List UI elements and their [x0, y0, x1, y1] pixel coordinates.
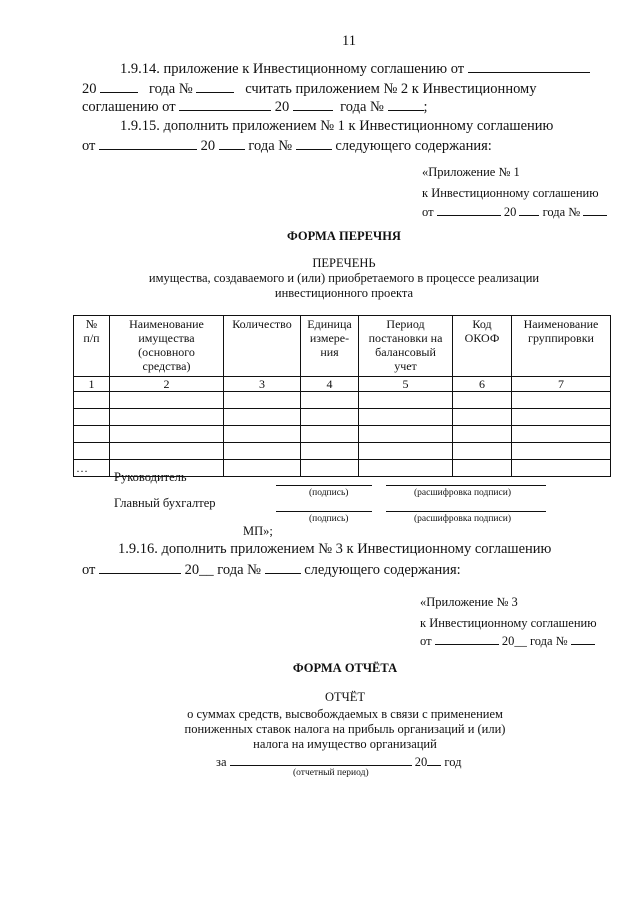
- year-number-label: года №: [217, 562, 261, 578]
- item-1914-line3-text: соглашению от: [82, 99, 176, 115]
- form-report-heading: ФОРМА ОТЧЁТА: [292, 661, 398, 675]
- blank-line: [230, 753, 412, 766]
- semicolon: ;: [423, 99, 428, 115]
- column-number: 6: [453, 377, 512, 392]
- item-1916-line2-text: следующего содержания:: [304, 562, 461, 578]
- item-1916-line1: 1.9.16. дополнить приложением № 3 к Инвестиционному соглашению: [118, 541, 552, 557]
- header-line: Единица: [307, 317, 352, 331]
- signature-decode-line: [386, 511, 546, 512]
- from-label: от: [82, 138, 96, 154]
- year-number-label: года №: [529, 634, 568, 648]
- appendix-1-to: к Инвестиционному соглашению: [422, 186, 599, 200]
- blank-line: [468, 60, 590, 73]
- header-line: средства): [142, 359, 191, 373]
- ellipsis-marker: …: [74, 460, 110, 477]
- header-line: балансовый: [375, 345, 436, 359]
- blank-line: [265, 561, 301, 574]
- header-quantity: [224, 316, 301, 377]
- blank-line: [99, 137, 197, 150]
- year-prefix: 20: [503, 205, 517, 219]
- head-label: Руководитель: [114, 470, 187, 484]
- item-1914-line2-text: считать приложением № 2 к Инвестиционному: [245, 81, 537, 97]
- item-1914-line1: 1.9.14. приложение к Инвестиционному соглашению от: [120, 61, 465, 77]
- header-line: группировки: [528, 331, 594, 345]
- decode-caption: (расшифровка подписи): [414, 488, 511, 498]
- year-number-label: года №: [340, 99, 384, 115]
- from-label: от: [420, 634, 432, 648]
- signature-line: [276, 511, 372, 512]
- year-prefix: 20: [274, 99, 290, 115]
- form-list-title: ПЕРЕЧЕНЬ: [312, 256, 376, 270]
- header-period: [359, 316, 453, 377]
- blank-line: [196, 80, 234, 93]
- blank-line: [179, 98, 271, 111]
- form-report-subtitle: о суммах средств, высвобождаемых в связи с применением: [187, 707, 503, 721]
- stamp-label: МП»;: [243, 524, 273, 538]
- from-label: от: [82, 562, 96, 578]
- blank-line: [427, 753, 441, 766]
- year-prefix: 20__: [184, 562, 214, 578]
- signature-decode-line: [386, 485, 546, 486]
- table-number-row: [74, 377, 611, 392]
- header-line: измере-: [309, 331, 350, 345]
- header-line: Код: [472, 317, 492, 331]
- header-grouping: [512, 316, 611, 377]
- blank-line: [293, 98, 333, 111]
- blank-line: [571, 632, 595, 645]
- column-number: 5: [359, 377, 453, 392]
- property-list-table: [73, 315, 611, 477]
- header-line: имущества: [138, 331, 195, 345]
- item-1915-line2-text: следующего содержания:: [335, 138, 492, 154]
- header-line: Количество: [232, 317, 292, 331]
- year-label: год: [444, 755, 462, 769]
- column-number: 3: [224, 377, 301, 392]
- form-report-subtitle: пониженных ставок налога на прибыль организаций и (или): [184, 722, 506, 736]
- table-row: [74, 426, 611, 443]
- header-line: Наименование: [523, 317, 599, 331]
- header-line: ния: [320, 345, 339, 359]
- form-list-subtitle: инвестиционного проекта: [274, 286, 414, 300]
- blank-line: [100, 80, 138, 93]
- blank-line: [296, 137, 332, 150]
- blank-line: [435, 632, 499, 645]
- header-line: учет: [394, 359, 417, 373]
- header-line: п/п: [83, 331, 100, 345]
- year-prefix: 20__: [501, 634, 527, 648]
- decode-caption: (расшифровка подписи): [414, 514, 511, 524]
- header-line: ОКОФ: [464, 331, 500, 345]
- signature-caption: (подпись): [309, 514, 349, 524]
- header-line: Период: [386, 317, 425, 331]
- table-header-row: [74, 316, 611, 377]
- appendix-1-title: «Приложение № 1: [422, 165, 520, 179]
- header-line: (основного: [138, 345, 195, 359]
- column-number: 1: [74, 377, 110, 392]
- table-row: [74, 443, 611, 460]
- header-line: Наименование: [129, 317, 204, 331]
- column-number: 4: [301, 377, 359, 392]
- period-caption: (отчетный период): [293, 768, 369, 778]
- header-line: постановки на: [368, 331, 443, 345]
- form-list-subtitle: имущества, создаваемого и (или) приобретаемого в процессе реализации: [148, 271, 540, 285]
- accountant-label: Главный бухгалтер: [114, 496, 216, 510]
- table-row: [74, 392, 611, 409]
- signature-line: [276, 485, 372, 486]
- table-row: [74, 409, 611, 426]
- year-prefix: 20: [82, 81, 97, 97]
- year-prefix: 20: [200, 138, 216, 154]
- column-number: 7: [512, 377, 611, 392]
- blank-line: [583, 203, 607, 216]
- header-property-name: [110, 316, 224, 377]
- blank-line: [437, 203, 501, 216]
- form-report-title: ОТЧЁТ: [324, 690, 366, 704]
- blank-line: [99, 561, 181, 574]
- blank-line: [219, 137, 245, 150]
- period-prefix: за: [216, 755, 227, 769]
- year-number-label: года №: [248, 138, 293, 154]
- blank-line: [519, 203, 539, 216]
- year-number-label: года №: [149, 81, 193, 97]
- blank-line: [388, 98, 424, 111]
- from-label: от: [422, 205, 434, 219]
- header-okof: [453, 316, 512, 377]
- signature-caption: (подпись): [309, 488, 349, 498]
- appendix-3-to: к Инвестиционному соглашению: [420, 616, 597, 630]
- form-list-heading: ФОРМА ПЕРЕЧНЯ: [287, 229, 401, 243]
- form-report-subtitle: налога на имущество организаций: [253, 737, 437, 751]
- header-number: [74, 316, 110, 377]
- item-1915-line1: 1.9.15. дополнить приложением № 1 к Инвестиционному соглашению: [120, 118, 554, 134]
- page-number: 11: [342, 33, 356, 49]
- year-number-label: года №: [542, 205, 581, 219]
- year-prefix: 20: [414, 755, 428, 769]
- header-line: №: [85, 317, 98, 331]
- appendix-3-title: «Приложение № 3: [420, 595, 518, 609]
- column-number: 2: [110, 377, 224, 392]
- header-unit: [301, 316, 359, 377]
